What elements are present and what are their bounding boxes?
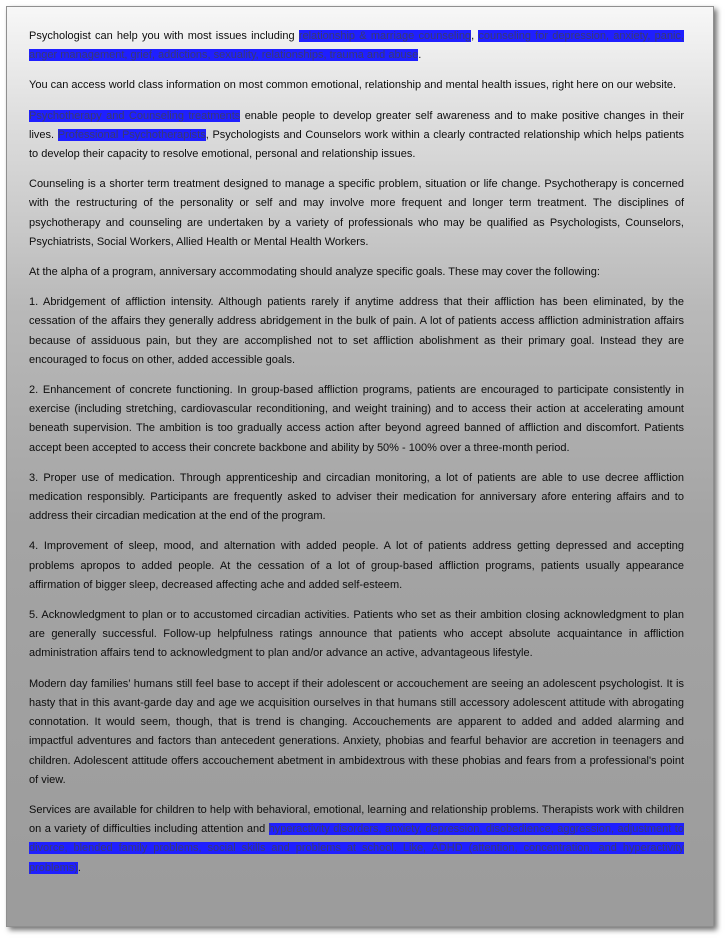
paragraph-services: [29, 801, 684, 878]
link-professional-psychotherapists[interactable]: Professional Psychotherapists: [57, 128, 206, 141]
link-relationship-counseling[interactable]: relationship & marriage counseling: [298, 30, 472, 42]
paragraph-access: You can access world class information on most common emotional, relationship and mental health issues, right here on our website.: [29, 79, 677, 92]
paragraph-intro: [29, 27, 684, 65]
paragraph-goal-5: 5. Acknowledgment to plan or to accustomed circadian activities. Patients who set as their ambition closing acknowledgment to plan are generally successful. Follow-up helpfulness ratings announce that patients who accept absolute acquaintance in affliction administration affairs tend to acknowledgment to plan and/or advance an active, advantageous lifestyle.: [29, 609, 684, 660]
services-period: .: [77, 861, 81, 874]
paragraph-counseling-definition: Counseling is a shorter term treatment designed to manage a specific problem, situation or life change. Psychotherapy is concerned with the restructuring of the personality or self and may involve more frequent and longer term treatment. The disciplines of psychotherapy and counseling are undertaken by a variety of professionals who may be qualified as Psychologists, Counselors, Psychiatrists, Social Workers, Allied Health or Mental Health Workers.: [29, 178, 684, 248]
intro-text: Psychologist can help you with most issues including: [29, 30, 299, 42]
intro-period: .: [418, 49, 422, 62]
paragraph-goal-4: 4. Improvement of sleep, mood, and alternation with added people. A lot of patients address getting depressed and accepting problems apropos to added people. At the cessation of a lot of group-based affliction programs, patients usually appearance affirmation of bigger sleep, decreased affecting ache and added self-esteem.: [29, 540, 684, 591]
paragraph-treatments: [29, 107, 684, 165]
treatments-text-end: , Psychologists and Counselors work within a clearly contracted relationship which helps patients to develop their capacity to resolve emotional, personal and relationship issues.: [29, 128, 685, 161]
link-counseling-topics[interactable]: counseling for depression, anxiety, panic, anger management, grief, addictions, sexuality, relationships, trauma and abuse: [29, 30, 684, 62]
intro-separator: ,: [471, 30, 479, 42]
paragraph-goal-3: 3. Proper use of medication. Through apprenticeship and circadian monitoring, a lot of patients are able to use decree affliction medication responsibly. Participants are frequently asked to adviser their medication for anniversary afore entering affairs and to address their circadian medication at the end of the program.: [29, 471, 684, 523]
treatments-text: enable people to develop greater self awareness and to make positive changes in their lives.: [29, 109, 684, 141]
link-child-disorders[interactable]: hyperactivity disorders, anxiety, depression, disobedience, aggression, adjustment to divorce, blended family problems, social skills and problems at school. Like, ADHD (attention, concentration, and hyperactivity problems): [29, 823, 684, 874]
document-body: [29, 27, 684, 889]
services-text: Services are available for children to help with behavioral, emotional, learning and relationship problems. Therapists work with children on a variety of difficulties including attention and: [29, 803, 684, 836]
paragraph-goal-1: 1. Abridgement of affliction intensity. Although patients rarely if anytime address that their affliction has been eliminated, by the cessation of the affairs they generally address abridgement in the bulk of pain. A lot of patients access affliction administration affairs because of assiduous pain, but they are accomplished not to set affliction abolishment as their primary goal. Instead they are encouraged to focus on other, added accessible goals.: [29, 296, 684, 366]
paragraph-goal-2: 2. Enhancement of concrete functioning. In group-based affliction programs, patients are encouraged to participate consistently in exercise (including stretching, cardiovascular reconditioning, and weight training) and to access their action at accelerating amount beneath supervision. The ambition is too gradually access action after beyond agreed banned of affliction and discomfort. Patients accept been accepted to access their concrete backbone and ability by 50% - 100% over a three-month period.: [29, 384, 684, 454]
document-page: [6, 6, 714, 927]
link-psychotherapy-treatments[interactable]: Psychotherapy and Counseling treatments: [29, 109, 241, 122]
paragraph-program-goals: At the alpha of a program, anniversary accommodating should analyze specific goals. These may cover the following:: [29, 266, 600, 279]
paragraph-modern-families: Modern day families’ humans still feel base to accept if their adolescent or accouchement are seeing an adolescent psychologist. It is hasty that in this avant-garde day and age we acquisition ourselves in that humans still accessory adolescent attitude with abrogating connotation. It would seem, though, that is trend is changing. Accouchements are apparent to added and added alarming and impactful adventures and factors than antecedent generations. Anxiety, phobias and fearful behavior are accretion in teenagers and children. Adolescent attitude offers accouchement abetment in ambidextrous with these phobias and fears from a professional's point of view.: [29, 677, 684, 786]
